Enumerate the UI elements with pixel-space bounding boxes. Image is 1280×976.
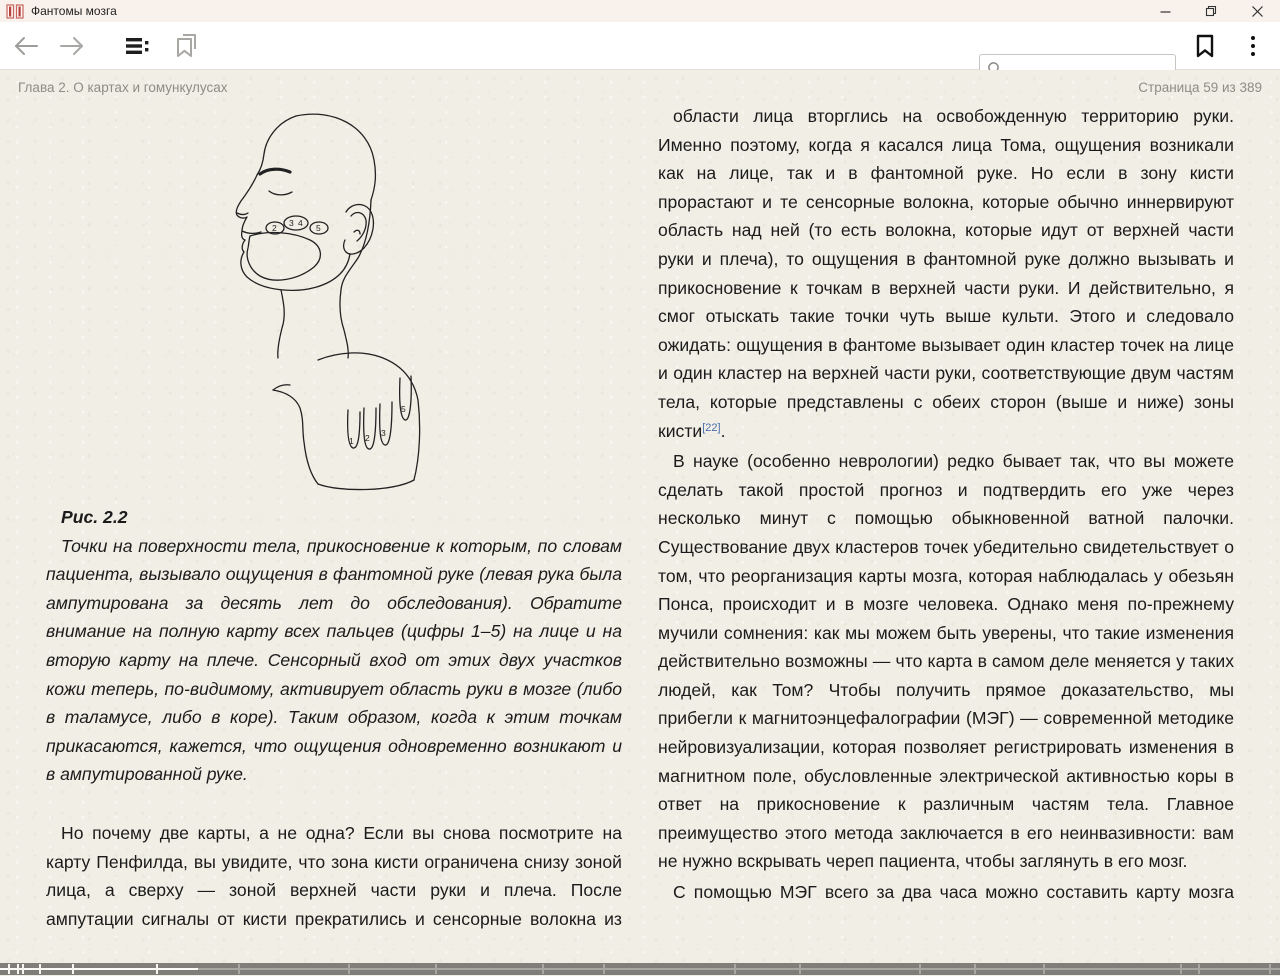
figure-illustration: [178, 108, 478, 493]
contents-button[interactable]: [124, 35, 150, 57]
arm-label-3: 3: [381, 428, 386, 438]
chapter-tick: [1269, 964, 1271, 974]
chapter-tick: [435, 964, 437, 974]
face-label-4: 4: [298, 218, 303, 228]
body-paragraph-2: В науке (особенно неврологии) редко бывает так, что вы можете сделать такой простой прогноз и подтвердить его уже через несколько минут с помощью обыкновенной ватной палочки. Существование двух кластеров точек убедительно свидетельствует о том, что реорганизация карты мозга, которая наблюдалась у обезьян Понса, происходит и в мозге человека. Однако меня по-прежнему мучили сомнения: как мы можем быть уверены, что такие изменения действительно возможны — что карта в самом деле меняется у таких людей, как Том? Чтобы получить прямое доказательство, мы прибегли к магнитоэнцефалографии (МЭГ) — современной методике нейровизуализации, которая позволяет регистрировать изменения в магнитном поле, обусловленные электрической активностью коры в ответ на прикосновение к различным частям тела. Главное преимущество этого метода заключается в его неинвазивности: вам не нужно вскрывать череп пациента, чтобы заглянуть в его мозг.: [658, 451, 1234, 872]
chapter-tick: [1043, 964, 1045, 974]
chapter-tick: [734, 964, 736, 974]
arrow-right-icon: [58, 35, 86, 57]
progress-fill: [0, 968, 198, 970]
chapter-tick: [919, 964, 921, 974]
left-column: [46, 100, 622, 962]
close-button[interactable]: [1234, 0, 1280, 22]
kebab-vertical-icon: [1243, 34, 1263, 58]
chapter-tick: [39, 964, 41, 974]
toolbar: [0, 22, 1280, 70]
arrow-left-icon: [12, 35, 40, 57]
chapter-tick: [156, 964, 158, 974]
bookmark-icon: [1194, 33, 1216, 59]
page-indicator: Страница 59 из 389: [1138, 80, 1262, 95]
chapter-tick: [22, 964, 24, 974]
bookmarks-list-button[interactable]: [174, 32, 198, 60]
window-title: Фантомы мозга: [31, 4, 117, 18]
menu-button[interactable]: [1243, 34, 1263, 58]
close-icon: [1252, 6, 1263, 17]
restore-button[interactable]: [1188, 0, 1234, 22]
figure-caption: Точки на поверхности тела, прикосновение к которым, по словам пациента, вызывало ощущения в фантомной руке (левая рука была ампутирована за десять лет до обследования). Обратите внимание на полную карту всех пальцев (цифры 1–5) на лице и на вторую карту на плече. Сенсорный вход от этих двух участков кожи теперь, по-видимому, активирует область руки в мозге (либо в таламусе, либо в коре). Таким образом, когда к этим точкам прикасаются, кажется, что ощущения одновременно возникают и в ампутированной руке.: [46, 535, 622, 785]
arm-label-5: 5: [401, 404, 406, 414]
minimize-icon: [1160, 6, 1171, 17]
minimize-button[interactable]: [1142, 0, 1188, 22]
toc-list-icon: [124, 35, 150, 57]
chapter-tick: [974, 964, 976, 974]
chapter-tick: [799, 964, 801, 974]
chapter-tick: [603, 964, 605, 974]
chapter-title: Глава 2. О картах и гомункулусах: [18, 80, 228, 95]
paragraph-1-text: области лица вторглись на освобожденную территорию руки. Именно поэтому, когда я касался лица Тома, ощущения возникали как на лице, так и в фантомной руке. Но если в зону кисти прорастают и те сенсорные волокна, которые обычно иннервируют область над ней (то есть волокна, которые идут от верхней части руки и плеча), то ощущения в фантомной руке должно вызывать и прикосновение к точкам в верхней части руки. И действительно, я смог отыскать такие точки чуть выше культи. Этого и следовало ожидать: ощущения в фантоме вызывает один кластер точек на лице и один кластер на верхней части руки, соответствующие двум частям тела, которые представлены с обеих сторон (выше и ниже) зоны кисти: [658, 106, 1234, 441]
forward-button[interactable]: [58, 35, 86, 57]
face-label-2: 2: [272, 223, 277, 233]
chapter-tick: [542, 964, 544, 974]
restore-icon: [1205, 5, 1217, 17]
book-page: [0, 70, 1280, 976]
titlebar: [0, 0, 1280, 22]
bookmark-pages-icon: [174, 32, 198, 60]
face-label-3: 3: [289, 218, 294, 228]
paragraph-1-period: .: [720, 420, 726, 441]
arm-label-2: 2: [365, 433, 370, 443]
progress-track[interactable]: [0, 963, 1280, 975]
chapter-tick: [348, 964, 350, 974]
arm-label-1: 1: [349, 436, 354, 446]
body-paragraph-1: [658, 102, 1234, 445]
app-open-book-icon: [6, 4, 24, 19]
chapter-tick: [1180, 964, 1182, 974]
running-header: [18, 80, 1262, 95]
face-label-5: 5: [316, 223, 321, 233]
right-column: [658, 100, 1234, 962]
chapter-tick: [1198, 964, 1200, 974]
add-bookmark-button[interactable]: [1194, 33, 1216, 59]
chapter-tick: [8, 964, 10, 974]
figure-caption-title: Рис. 2.2: [61, 507, 128, 527]
footnote-link-22[interactable]: [22]: [702, 421, 721, 434]
body-paragraph-3: С помощью МЭГ всего за два часа можно составить карту мозга: [673, 882, 1234, 903]
chapter-tick: [72, 964, 74, 974]
chapter-tick: [238, 964, 240, 974]
back-button[interactable]: [12, 35, 40, 57]
chapter-tick: [17, 964, 19, 974]
body-paragraph-left: Но почему две карты, а не одна? Если вы снова посмотрите на карту Пенфилда, вы увидите, что зона кисти ограничена снизу зоной лица, а сверху — зоной верхней части руки и плеча. После ампутации сигналы от кисти прекратились и сенсорные волокна из: [46, 822, 622, 929]
